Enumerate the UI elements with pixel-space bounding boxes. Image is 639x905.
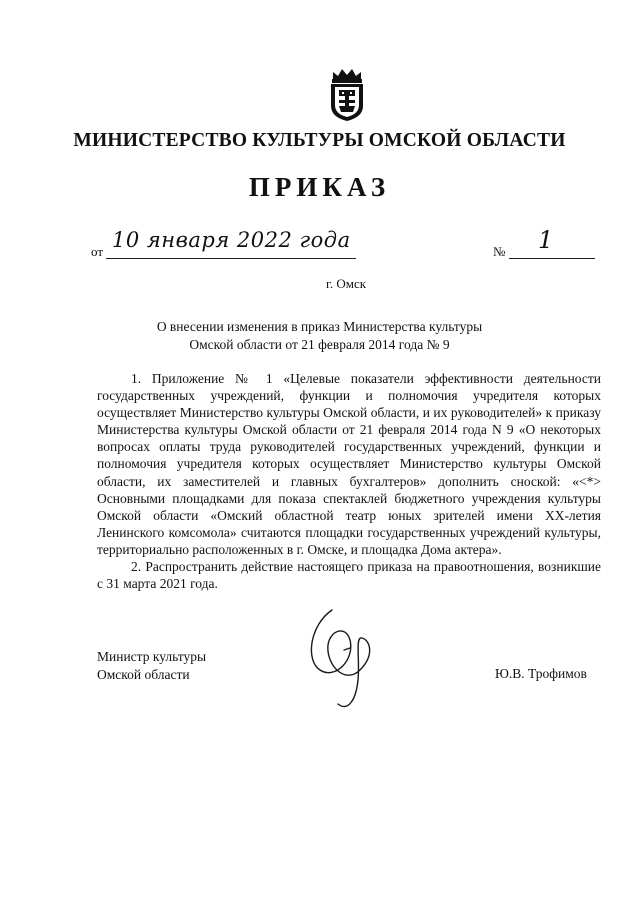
- subject-line-2: Омской области от 21 февраля 2014 года № 9: [189, 337, 450, 352]
- signatory-position: [97, 648, 206, 683]
- order-body: [97, 370, 601, 592]
- body-paragraph-2: 2. Распространить действие настоящего приказа на правоотношения, возникшие с 31 марта 2021 года.: [97, 559, 601, 592]
- body-paragraph-1: 1. Приложение № 1 «Целевые показатели эффективности деятельности государственных учреждений, функции и полномочия учредителя которых осуществляет Министерство культуры Омской области, и их руководителей» к приказу Министерства культуры Омской области от 21 февраля 2014 года N 9 «О некоторых вопросах оплаты труда руководителей государственных учреждений, функции и полномочия учредителя которых осуществляет Министерство культуры Омской области, их заместителей и главных бухгалтеров» дополнить сноской: «<*> Основными площадками для показа спектаклей бюджетного учреждения культуры Омской области «Омский областной театр юных зрителей имени XX-летия Ленинского комсомола» считаются площадки государственных учреждений культуры, территориально расположенных в г. Омске, и площадка Дома актера».: [97, 371, 601, 557]
- date-prefix-label: от: [91, 244, 104, 259]
- city-label: г. Омск: [326, 276, 367, 291]
- date-underline: [106, 258, 356, 259]
- handwritten-date: 10 января 2022 года: [112, 228, 351, 252]
- omsk-coat-of-arms-icon: [327, 66, 367, 122]
- number-label: №: [493, 244, 506, 259]
- position-line-2: Омской области: [97, 666, 190, 682]
- number-underline: [509, 258, 595, 259]
- date-number-row: [0, 226, 639, 262]
- signatory-name: Ю.В. Трофимов: [495, 666, 587, 681]
- handwritten-number: 1: [538, 226, 554, 254]
- position-line-1: Министр культуры: [97, 649, 207, 664]
- order-subject: [0, 318, 639, 354]
- ministry-title: МИНИСТЕРСТВО КУЛЬТУРЫ ОМСКОЙ ОБЛАСТИ: [73, 130, 566, 151]
- handwritten-signature-icon: [300, 600, 390, 720]
- document-type-title: ПРИКАЗ: [248, 172, 391, 202]
- subject-line-1: О внесении изменения в приказ Министерства культуры: [156, 319, 483, 334]
